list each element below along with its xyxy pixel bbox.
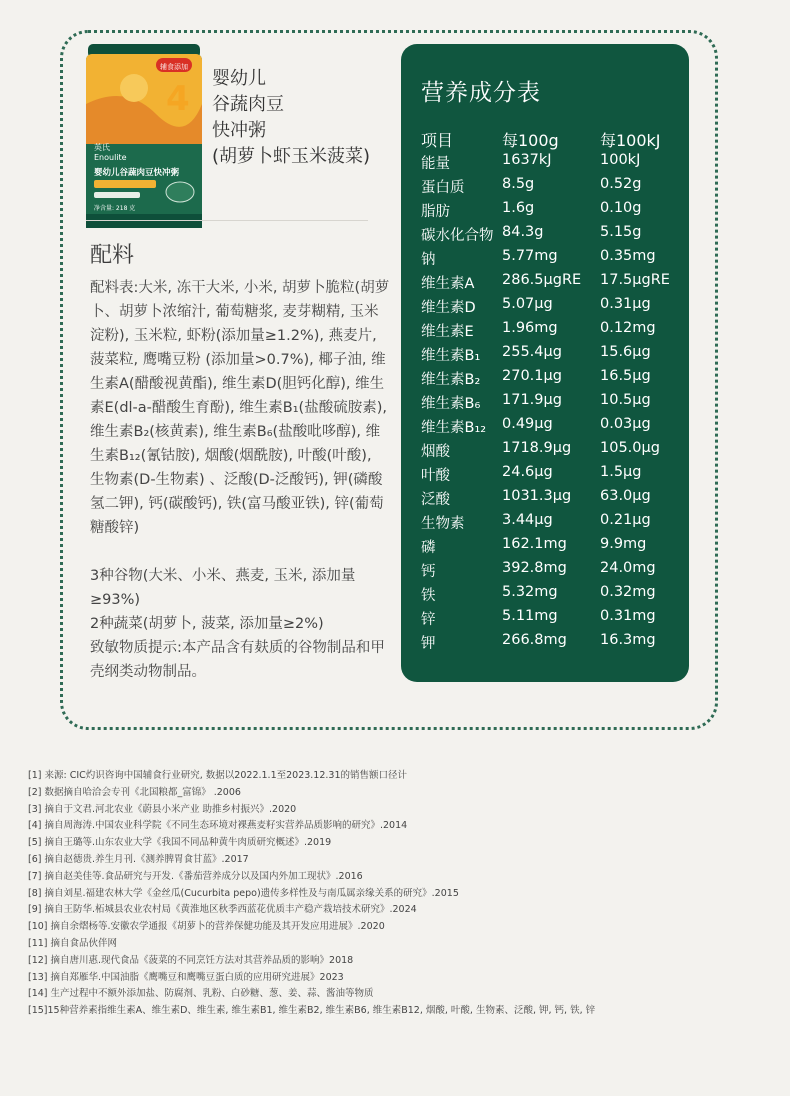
ingredients-paragraph: 3种谷物(大米、小米、燕麦, 玉米, 添加量≥93%) [90,568,356,608]
nutrition-cell: 392.8mg [502,560,567,576]
nutrition-cell: 5.77mg [502,248,558,264]
nutrition-cell: 生物素 [421,516,465,532]
ingredients-body [90,276,390,684]
product-name-line: (胡萝卜虾玉米菠菜) [212,146,371,167]
nutrition-cell: 286.5μgRE [502,272,582,288]
reference-item: [14] 生产过程中不额外添加盐、防腐剂、乳粉、白砂糖、葱、姜、蒜、酱油等物质 [28,988,374,1000]
nutrition-cell: 维生素B₁ [421,348,481,364]
package-brand-en: Enoulite [94,153,127,162]
nutrition-table [401,44,689,682]
nutrition-cell: 17.5μgRE [600,272,670,288]
reference-item: [1] 来源: CIC灼识咨询中国辅食行业研究, 数据以2022.1.1至2023.12.31的销售额口径计 [28,770,408,781]
reference-item: [9] 摘自王防华.柘城县农业农村局《黄淮地区秋季西蓝花优质丰产稳产栽培技术研究》.2024 [28,904,417,916]
reference-item: [8] 摘自刘星.福建农林大学《金丝瓜(Cucurbita pepo)遗传多样性及与南瓜属亲缘关系的研究》.2015 [28,887,459,899]
product-package-image [86,44,202,234]
nutrition-cell: 5.32mg [502,584,558,600]
reference-item: [15]15种营养素指维生素A、维生素D、维生素, 维生素B1, 维生素B2, 维生素B6, 维生素B12, 烟酸, 叶酸, 生物素、泛酸, 钾, 钙, 铁, 锌 [28,1005,596,1017]
nutrition-cell: 磷 [421,540,436,556]
nutrition-cell: 1.5μg [600,464,642,480]
ingredients-title: 配料 [90,243,135,268]
package-brand-cn: 英氏 [94,143,110,152]
nutrition-cell: 维生素B₆ [421,396,481,412]
reference-item: [5] 摘自王璐等.山东农业大学《我国不同品种黄牛肉质研究概述》.2019 [28,837,332,849]
nutrition-cell: 铁 [421,588,436,604]
nutrition-cell: 叶酸 [421,468,450,484]
nutrition-cell: 泛酸 [421,492,450,508]
reference-item: [10] 摘自余熠杨等.安徽农学通报《胡萝卜的营养保健功能及其开发应用进展》.2020 [28,921,385,933]
nutrition-cell: 0.49μg [502,416,553,432]
nutrition-cell: 266.8mg [502,632,567,648]
nutrition-cell: 1.96mg [502,320,558,336]
product-name-line: 谷蔬肉豆 [212,94,284,115]
package-step-number: 4 [166,79,190,119]
reference-item: [7] 摘自赵美佳等.食品研究与开发.《番茄营养成分以及国内外加工现状》.2016 [28,870,363,882]
package-badge: 辅食添加 [160,63,188,71]
reference-item: [6] 摘自赵德贵.养生月刊.《测养脾胃食甘蓝》.2017 [28,853,249,865]
nutrition-cell: 1718.9μg [502,440,572,456]
nutrition-cell: 84.3g [502,224,544,240]
ingredients-paragraph: 配料表:大米, 冻干大米, 小米, 胡萝卜脆粒(胡萝卜、胡萝卜浓缩汁, 葡萄糖浆, 麦芽糊精, 玉米淀粉), 玉米粒, 虾粉(添加量≥1.2%), 燕麦片, 菠菜粒, 鹰嘴豆粉 (添加量>0.7%), 椰子油, 维生素A(醋酸视黄酯), 维生素D(胆钙化醇), 维生素E(dl-a-醋酸生育酚), 维生素B₁(盐酸硫胺素), 维生素B₂(核黄素), 维生素B₆(盐酸吡哆醇), 维生素B₁₂(氰钴胺), 烟酸(烟酰胺), 叶酸(叶酸), 生物素(D-生物素) 、泛酸(D-泛酸钙), 钾(磷酸氢二钾), 钙(碳酸钙), 铁(富马酸亚铁), 锌(葡萄糖酸锌) [90,280,390,536]
nutrition-header-cell: 每100g [502,131,559,150]
references-list [28,768,595,1020]
nutrition-cell: 24.0mg [600,560,656,576]
nutrition-cell: 0.31μg [600,296,651,312]
nutrition-cell: 255.4μg [502,344,562,360]
nutrition-cell: 1031.3μg [502,488,572,504]
nutrition-cell: 1.6g [502,200,535,216]
reference-item: [12] 摘自唐川惠.现代食品《菠菜的不同烹饪方法对其营养品质的影响》2018 [28,954,354,966]
nutrition-cell: 16.5μg [600,368,651,384]
nutrition-cell: 105.0μg [600,440,660,456]
reference-item: [2] 数据摘自哈洽会专刊《北国粮都_富锦》 .2006 [28,786,241,798]
nutrition-cell: 270.1μg [502,368,562,384]
nutrition-cell: 能量 [421,156,450,172]
nutrition-cell: 脂肪 [421,204,450,220]
nutrition-cell: 钙 [421,564,436,580]
nutrition-cell: 16.3mg [600,632,656,648]
nutrition-cell: 15.6μg [600,344,651,360]
nutrition-cell: 钾 [421,636,436,652]
nutrition-cell: 3.44μg [502,512,553,528]
nutrition-cell: 维生素E [421,324,474,340]
nutrition-cell: 162.1mg [502,536,567,552]
nutrition-cell: 0.03μg [600,416,651,432]
nutrition-cell: 5.07μg [502,296,553,312]
product-name-line: 快冲粥 [212,120,266,141]
nutrition-cell: 碳水化合物 [421,228,494,244]
paragraph-spacer [90,540,390,564]
nutrition-cell: 维生素B₂ [421,372,481,388]
package-product-title: 婴幼儿谷蔬肉豆快冲粥 [94,168,180,178]
nutrition-cell: 8.5g [502,176,535,192]
divider [86,220,368,221]
reference-item: [4] 摘自周海涛.中国农业科学院《不同生态环境对裸燕麦籽实营养品质影响的研究》.2014 [28,820,408,832]
nutrition-cell: 维生素B₁₂ [421,420,487,436]
nutrition-cell: 5.11mg [502,608,558,624]
nutrition-cell: 5.15g [600,224,642,240]
nutrition-cell: 171.9μg [502,392,562,408]
nutrition-cell: 0.35mg [600,248,656,264]
nutrition-cell: 10.5μg [600,392,651,408]
nutrition-cell: 0.12mg [600,320,656,336]
nutrition-cell: 9.9mg [600,536,647,552]
nutrition-cell: 维生素D [421,300,476,316]
nutrition-cell: 锌 [421,612,436,628]
nutrition-cell: 0.21μg [600,512,651,528]
nutrition-cell: 维生素A [421,276,475,292]
nutrition-cell: 0.52g [600,176,642,192]
nutrition-cell: 蛋白质 [421,180,465,196]
package-net-content: 净含量: 218 克 [94,205,136,212]
nutrition-cell: 63.0μg [600,488,651,504]
nutrition-header-cell: 每100kJ [600,131,661,150]
nutrition-cell: 0.31mg [600,608,656,624]
nutrition-title: 营养成分表 [421,80,541,106]
nutrition-cell: 0.10g [600,200,642,216]
nutrition-cell: 100kJ [600,152,641,168]
nutrition-cell: 0.32mg [600,584,656,600]
reference-item: [13] 摘自郑雁华.中国油脂《鹰嘴豆和鹰嘴豆蛋白质的应用研究进展》2023 [28,971,344,983]
ingredients-paragraph: 致敏物质提示:本产品含有麸质的谷物制品和甲壳纲类动物制品。 [90,640,385,680]
product-name-line: 婴幼儿 [212,68,266,89]
nutrition-cell: 烟酸 [421,444,450,460]
nutrition-header-cell: 项目 [421,131,454,150]
nutrition-cell: 24.6μg [502,464,553,480]
reference-item: [3] 摘自于文君.河北农业《蔚县小米产业 助推乡村振兴》.2020 [28,803,297,815]
reference-item: [11] 摘自食品伙伴网 [28,937,118,949]
nutrition-cell: 钠 [421,252,436,268]
product-name [212,66,370,170]
ingredients-paragraph: 2种蔬菜(胡萝卜, 菠菜, 添加量≥2%) [90,616,324,632]
nutrition-cell: 1637kJ [502,152,552,168]
